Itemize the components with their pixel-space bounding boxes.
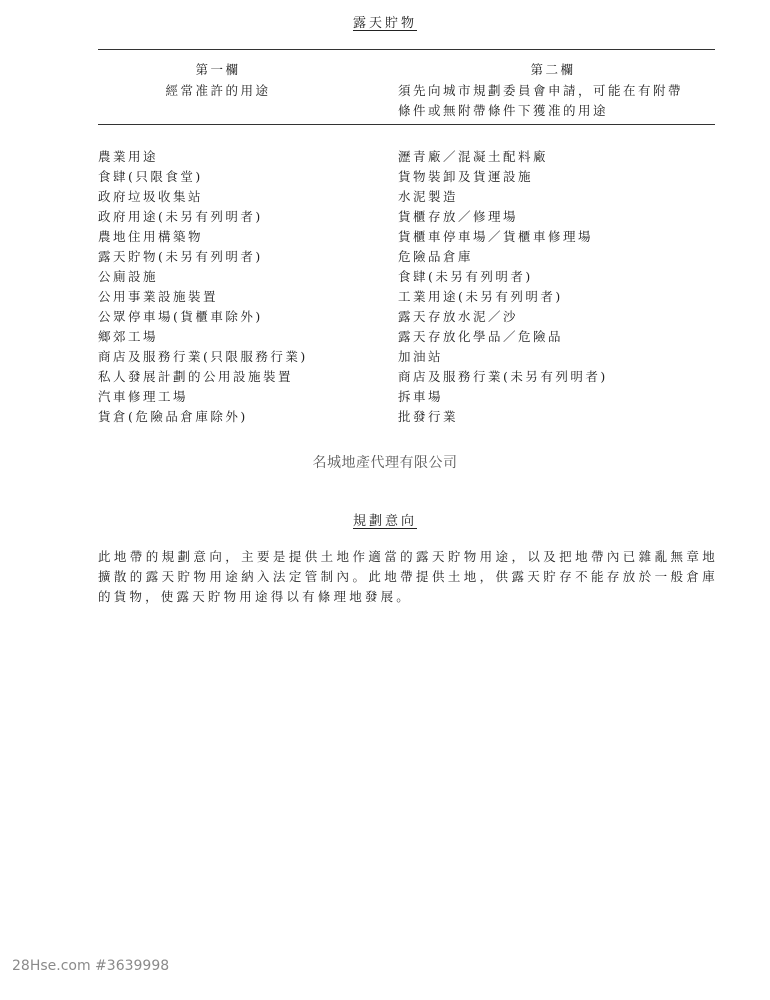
list-item: 貨倉(危險品倉庫除外) bbox=[98, 409, 248, 424]
list-item: 農地住用構築物 bbox=[98, 229, 204, 244]
table-top-rule bbox=[98, 49, 715, 50]
column2-description-line2: 條件或無附帶條件下獲准的用途 bbox=[398, 103, 609, 118]
list-item: 拆車場 bbox=[398, 389, 444, 404]
list-item: 瀝青廠／混凝土配料廠 bbox=[398, 149, 549, 164]
column2-list bbox=[398, 147, 608, 427]
table-header-rule bbox=[98, 124, 715, 125]
list-item: 工業用途(未另有列明者) bbox=[398, 289, 563, 304]
list-item: 汽車修理工場 bbox=[98, 389, 189, 404]
list-item: 農業用途 bbox=[98, 149, 159, 164]
list-item: 私人發展計劃的公用設施裝置 bbox=[98, 369, 294, 384]
list-item: 公用事業設施裝置 bbox=[98, 289, 219, 304]
list-item: 批發行業 bbox=[398, 409, 459, 424]
column1-heading: 第一欄 bbox=[195, 62, 241, 77]
list-item: 加油站 bbox=[398, 349, 444, 364]
column1-list bbox=[98, 147, 308, 427]
column2-heading: 第二欄 bbox=[530, 62, 576, 77]
list-item: 露天貯物(未另有列明者) bbox=[98, 249, 263, 264]
planning-intention-text: 此地帶的規劃意向，主要是提供土地作適當的露天貯物用途，以及把地帶內已雜亂無章地擴散的露天貯物用途納入法定管制內。此地帶提供土地，供露天貯存不能存放於一般倉庫的貨物，使露天貯物用途得以有條理地發展。 bbox=[98, 549, 718, 604]
list-item: 食肆(未另有列明者) bbox=[398, 269, 533, 284]
list-item: 露天存放水泥／沙 bbox=[398, 309, 519, 324]
column2-description-line1: 須先向城市規劃委員會申請，可能在有附帶 bbox=[398, 83, 684, 98]
list-item: 貨櫃存放／修理場 bbox=[398, 209, 519, 224]
list-item: 水泥製造 bbox=[398, 189, 459, 204]
column2-description bbox=[398, 81, 713, 121]
list-item: 露天存放化學品／危險品 bbox=[398, 329, 564, 344]
list-item: 公眾停車場(貨櫃車除外) bbox=[98, 309, 263, 324]
list-item: 公廁設施 bbox=[98, 269, 159, 284]
list-item: 貨櫃車停車場／貨櫃車修理場 bbox=[398, 229, 594, 244]
planning-intention-heading: 規劃意向 bbox=[352, 514, 417, 529]
listing-footer: 28Hse.com #3639998 bbox=[12, 958, 170, 974]
list-item: 危險品倉庫 bbox=[398, 249, 474, 264]
agency-watermark: 名城地產代理有限公司 bbox=[312, 455, 458, 471]
page-title: 露天貯物 bbox=[352, 16, 417, 31]
list-item: 鄉郊工場 bbox=[98, 329, 159, 344]
list-item: 貨物裝卸及貨運設施 bbox=[398, 169, 534, 184]
list-item: 食肆(只限食堂) bbox=[98, 169, 203, 184]
list-item: 商店及服務行業(未另有列明者) bbox=[398, 369, 608, 384]
column1-header bbox=[98, 60, 338, 101]
column1-description: 經常准許的用途 bbox=[165, 83, 271, 98]
list-item: 商店及服務行業(只限服務行業) bbox=[98, 349, 308, 364]
list-item: 政府垃圾收集站 bbox=[98, 189, 204, 204]
list-item: 政府用途(未另有列明者) bbox=[98, 209, 263, 224]
